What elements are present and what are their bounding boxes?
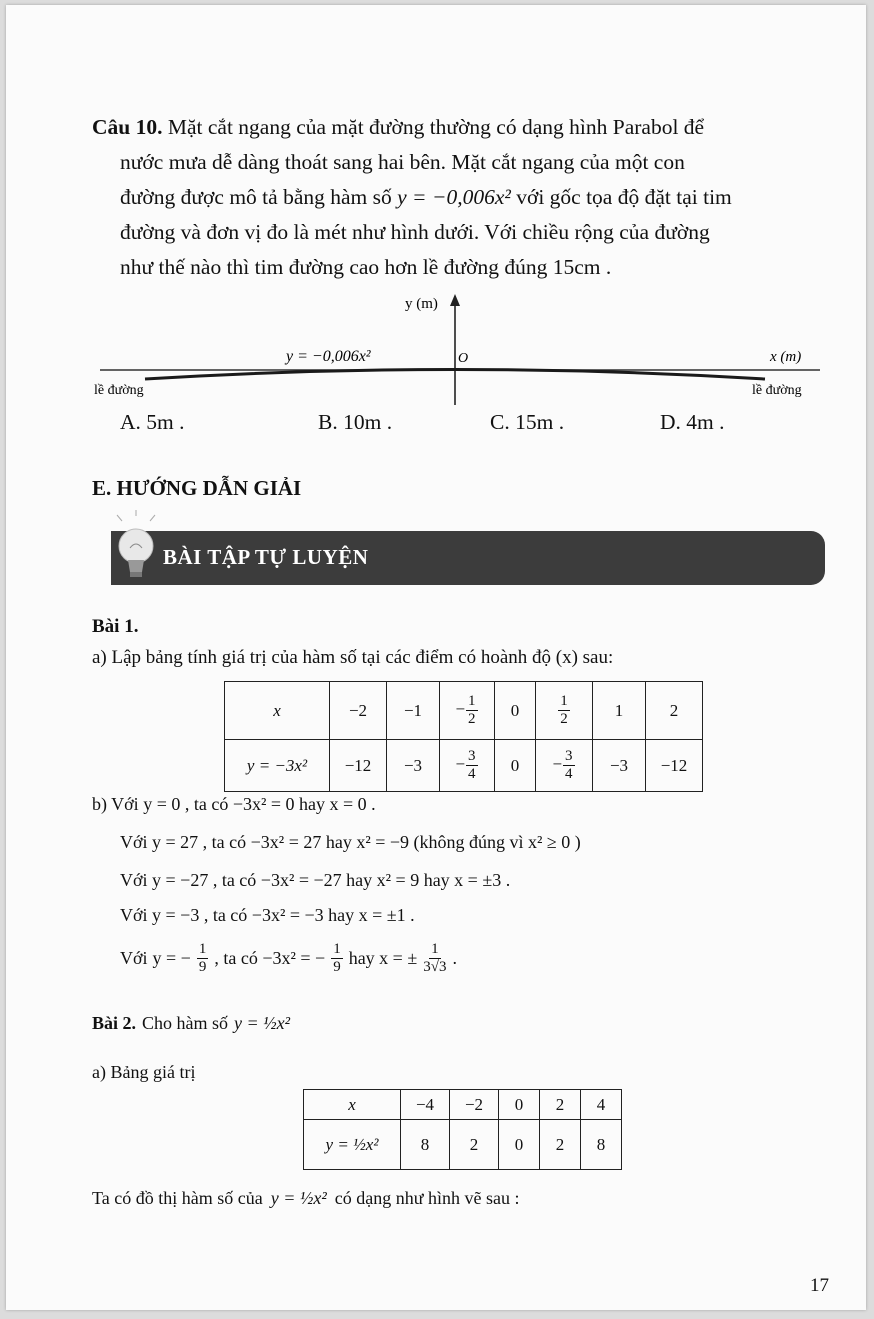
table-cell: − $\frac{3}{4}$ (536, 740, 593, 792)
question-line: đường được mô tả bằng hàm số y = −0,006x² với gốc tọa độ đặt tại tim (120, 185, 732, 209)
table-cell: 0 (499, 1120, 540, 1170)
table-cell: −12 (646, 740, 703, 792)
table-cell: y = −3x² (225, 740, 330, 792)
y-axis-arrow-icon (450, 294, 460, 306)
option-a: A. 5m . (120, 410, 185, 434)
table-row (304, 1120, 622, 1170)
table-cell: −3 (593, 740, 646, 792)
table-cell: −12 (330, 740, 387, 792)
function-expression: y = ½x² (234, 1013, 291, 1033)
option-d: D. 4m . (660, 410, 725, 434)
graph-intro: Ta có đồ thị hàm số của y = ½x² có dạng như hình vẽ sau : (92, 1188, 520, 1208)
solution-line: Với y = −3 , ta có −3x² = −3 hay x = ±1 . (120, 905, 415, 925)
value-table-2 (303, 1089, 622, 1170)
left-edge-label: lề đường (94, 383, 144, 398)
section-title: E. HƯỚNG DẪN GIẢI (92, 476, 302, 500)
y-axis-label: y (m) (405, 296, 438, 312)
table-cell: 8 (581, 1120, 622, 1170)
exercise-2-title: Bài 2. (92, 1013, 137, 1033)
solution-line: Với y = 27 , ta có −3x² = 27 hay x² = −9 (không đúng vì x² ≥ 0 ) (120, 832, 581, 852)
table-cell: −2 (450, 1090, 499, 1120)
page-number: 17 (810, 1275, 829, 1296)
exercise-2-part-a: a) Bảng giá trị (92, 1062, 196, 1082)
solution-line: Với y = −27 , ta có −3x² = −27 hay x² = 9 hay x = ±3 . (120, 870, 511, 890)
table-cell: x (304, 1090, 401, 1120)
table-cell: 0 (495, 682, 536, 740)
option-b: B. 10m . (318, 410, 393, 434)
section-banner (111, 531, 825, 585)
table-cell: −1 (387, 682, 440, 740)
origin-label: O (458, 351, 469, 366)
table-row (304, 1090, 622, 1120)
question-number: Câu 10. (92, 115, 163, 139)
question-10 (92, 110, 832, 285)
table-cell: −4 (401, 1090, 450, 1120)
function-expression: y = ½x² (270, 1188, 327, 1208)
solution-line: b) Với y = 0 , ta có −3x² = 0 hay x = 0 . (92, 794, 376, 814)
question-line: như thế nào thì tim đường cao hơn lề đường đúng 15cm . (120, 255, 612, 279)
table-cell: 0 (499, 1090, 540, 1120)
curve-label: y = −0,006x² (286, 348, 371, 365)
question-line: Mặt cắt ngang của mặt đường thường có dạng hình Parabol để (167, 115, 705, 139)
lightbulb-icon (108, 510, 168, 590)
equation: y = −0,006x² (397, 185, 511, 209)
table-row (225, 740, 703, 792)
option-c: C. 15m . (490, 410, 565, 434)
banner-label: BÀI TẬP TỰ LUYỆN (163, 545, 369, 569)
table-cell: $\frac{1}{2}$ (536, 682, 593, 740)
table-cell: y = ½x² (304, 1120, 401, 1170)
table-row (225, 682, 703, 740)
exercise-2-intro: Bài 2. Cho hàm số y = ½x² (92, 1013, 291, 1033)
table-cell: 2 (450, 1120, 499, 1170)
table-cell: −3 (387, 740, 440, 792)
road-cross-section-figure (80, 290, 840, 408)
question-line: đường và đơn vị đo là mét như hình dưới. Với chiều rộng của đường (120, 220, 710, 244)
table-cell: 0 (495, 740, 536, 792)
table-cell: −2 (330, 682, 387, 740)
exercise-1-part-a: a) Lập bảng tính giá trị của hàm số tại các điểm có hoành độ (x) sau: (92, 647, 614, 668)
table-cell: 4 (581, 1090, 622, 1120)
exercise-1-title: Bài 1. (92, 616, 139, 637)
table-cell: − $\frac{1}{2}$ (440, 682, 495, 740)
table-cell: − $\frac{3}{4}$ (440, 740, 495, 792)
table-cell: x (225, 682, 330, 740)
solution-line: Với y = − $\frac{1}{9}$ , ta có −3x² = − $\frac{1}{9}$ hay x = ± $\frac{1}{3√3}$ . (120, 941, 457, 975)
table-cell: 2 (540, 1090, 581, 1120)
table-cell: 2 (540, 1120, 581, 1170)
value-table-1 (224, 681, 703, 792)
table-cell: 1 (593, 682, 646, 740)
x-axis-label: x (m) (770, 349, 802, 365)
question-line: nước mưa dễ dàng thoát sang hai bên. Mặt cắt ngang của một con (120, 150, 685, 174)
right-edge-label: lề đường (752, 383, 802, 398)
table-cell: 8 (401, 1120, 450, 1170)
table-cell: 2 (646, 682, 703, 740)
